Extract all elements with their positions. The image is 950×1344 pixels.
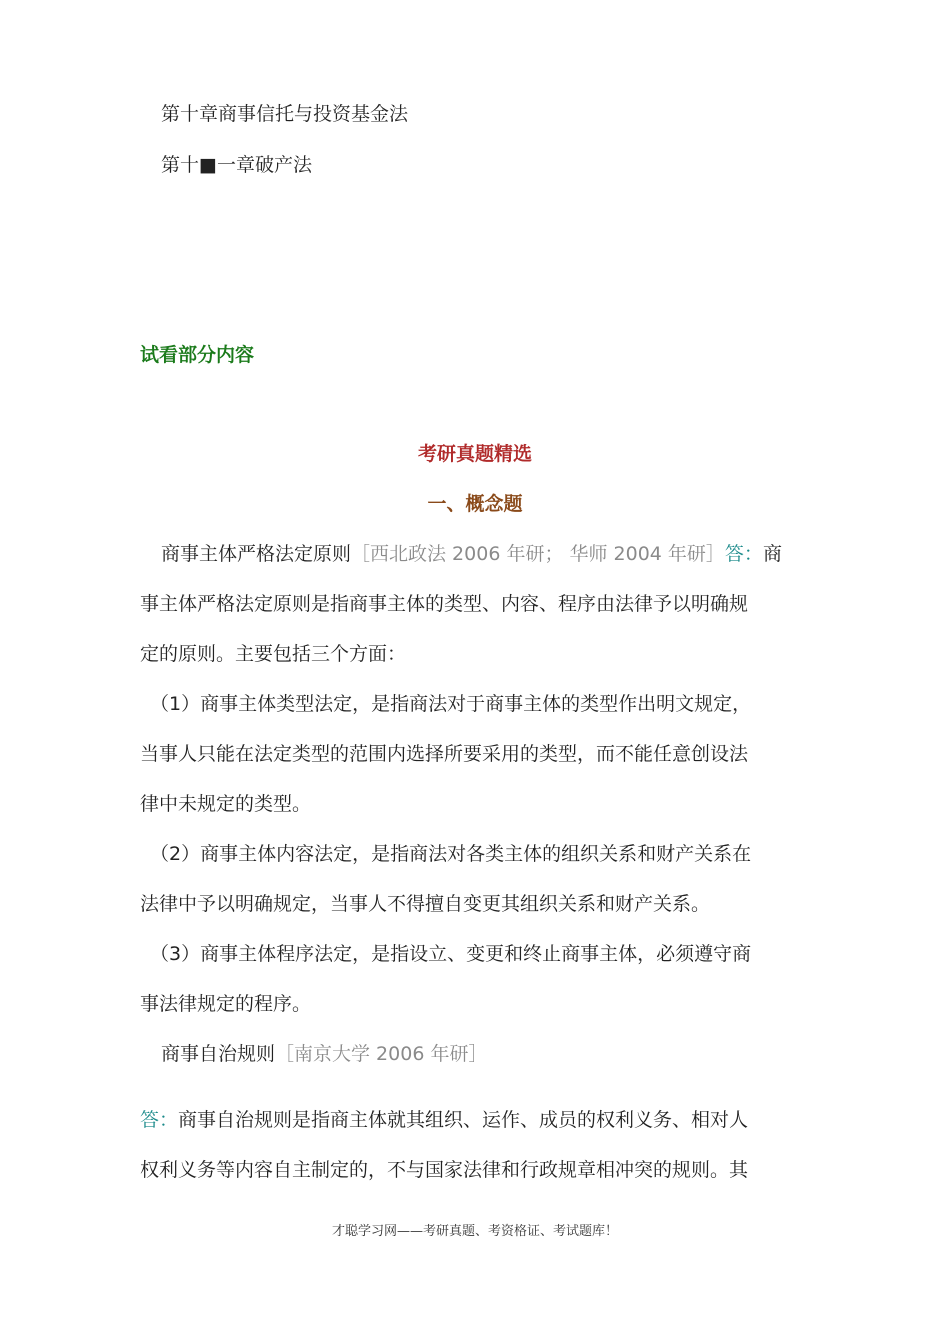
q1-line-4: 当事人只能在法定类型的范围内选择所要采用的类型，而不能任意创设法: [140, 743, 749, 765]
subsection-title: 一、概念题: [427, 493, 523, 515]
q2-term: 商事自治规则: [161, 1043, 276, 1065]
q1-line-9: 事法律规定的程序。: [140, 993, 312, 1015]
q2-first-line: [161, 1041, 487, 1067]
q1-line-8: （3）商事主体程序法定，是指设立、变更和终止商事主体，必须遵守商: [150, 943, 752, 965]
q1-line-6: （2）商事主体内容法定，是指商法对各类主体的组织关系和财产关系在: [150, 843, 752, 865]
q2-answer-line-2: 权利义务等内容自主制定的，不与国家法律和行政规章相冲突的规则。其: [140, 1159, 749, 1181]
toc-chapter-10: 第十章商事信托与投资基金法: [161, 103, 409, 125]
q1-line-1: 事主体严格法定原则是指商事主体的类型、内容、程序由法律予以明确规: [140, 593, 749, 615]
q1-line-3: （1）商事主体类型法定，是指商法对于商事主体的类型作出明文规定，: [150, 693, 752, 715]
q1-line-5: 律中未规定的类型。: [140, 793, 312, 815]
toc-chapter-11: 第十■一章破产法: [161, 154, 312, 176]
q1-line-7: 法律中予以明确规定，当事人不得擅自变更其组织关系和财产关系。: [140, 893, 711, 915]
q2-answer-first: 商事自治规则是指商主体就其组织、运作、成员的权利义务、相对人: [178, 1109, 749, 1131]
q1-answer-start: 商: [762, 543, 782, 565]
q1-first-line: [161, 541, 782, 567]
q1-answer-label: 答：: [724, 543, 763, 565]
q1-source: ［西北政法 2006 年研； 华师 2004 年研］: [351, 543, 725, 565]
q2-answer-label: 答：: [140, 1109, 179, 1131]
q2-source: ［南京大学 2006 年研］: [275, 1043, 488, 1065]
page-footer: 才聪学习网——考研真题、考资格证、考试题库！: [331, 1224, 618, 1239]
q2-answer-line-1: [140, 1107, 748, 1133]
q1-line-2: 定的原则。主要包括三个方面：: [140, 643, 407, 665]
q1-term: 商事主体严格法定原则: [161, 543, 352, 565]
preview-heading: 试看部分内容: [140, 344, 255, 366]
section-title: 考研真题精选: [417, 443, 532, 465]
